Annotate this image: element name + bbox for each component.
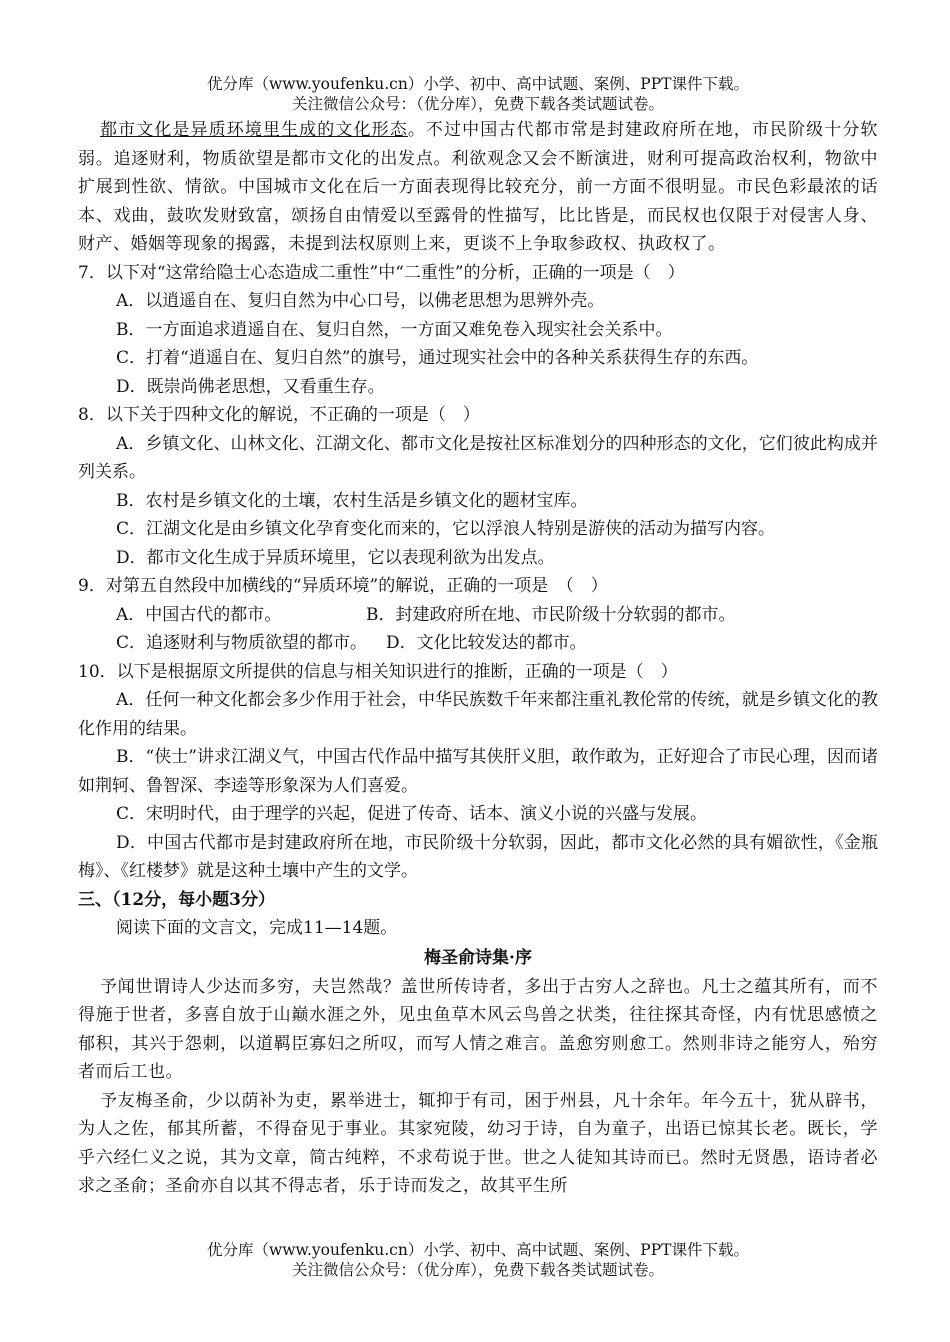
header-line-2: 关注微信公众号：（优分库），免费下载各类试题试卷。	[291, 95, 664, 113]
page-footer	[78, 1240, 878, 1280]
question-10-option-b: B．“侠士”讲求江湖义气，中国古代作品中描写其侠肝义胆，敢作敢为，正好迎合了市民心理，因而诸如荆轲、鲁智深、李逵等形象深为人们喜爱。	[78, 747, 878, 796]
passage-paragraph	[78, 116, 878, 259]
question-10-option-a: A．任何一种文化都会多少作用于社会，中华民族数千年来都注重礼教伦常的传统，就是乡镇文化的教化作用的结果。	[78, 690, 878, 739]
question-10-option-c: C．宋明时代，由于理学的兴起，促进了传奇、话本、演义小说的兴盛与发展。	[116, 804, 708, 824]
question-9-option-c: C．追逐财利与物质欲望的都市。	[116, 633, 368, 653]
document-page	[78, 74, 878, 1201]
passage-rest: 。不过中国古代都市常是封建政府所在地，市民阶级十分软弱。追逐财利，物质欲望是都市文化的出发点。利欲观念又会不断演进，财利可提高政治权利，物欲中扩展到性欲、情欲。中国城市文化在后一方面表现得比较充分，前一方面不很明显。市民色彩最浓的话本、戏曲，鼓吹发财致富，颂扬自由情爱以至露骨的性描写，比比皆是，而民权也仅限于对侵害人身、财产、婚姻等现象的揭露，未提到法权原则上来，更谈不上争取参政权、执政权了。	[78, 120, 879, 254]
question-9-option-b: B．封建政府所在地、市民阶级十分软弱的都市。	[366, 604, 736, 625]
section-3-instruction: 阅读下面的文言文，完成11—14题。	[116, 918, 398, 938]
page-header	[78, 74, 878, 114]
underlined-phrase: 都市文化是异质环境里生成的文化形态	[100, 120, 408, 140]
question-8-option-a: A．乡镇文化、山林文化、江湖文化、都市文化是按社区标准划分的四种形态的文化，它们彼此构成并列关系。	[78, 433, 878, 482]
classical-text-paragraph-1: 予闻世谓诗人少达而多穷，夫岂然哉？盖世所传诗者，多出于古穷人之辞也。凡士之蕴其所有，而不得施于世者，多喜自放于山巅水涯之外，见虫鱼草木风云鸟兽之状类，往往探其奇怪，内有忧思感愤之郁积，其兴于怨刺，以道羁臣寡妇之所叹，而写人情之难言。盖愈穷则愈工。然则非诗之能穷人，殆穷者而后工也。	[78, 976, 878, 1082]
classical-text-paragraph-2: 予友梅圣俞，少以荫补为吏，累举进士，辄抑于有司，困于州县，凡十余年。年今五十，犹从辟书，为人之佐，郁其所蓄，不得奋见于事业。其家宛陵，幼习于诗，自为童子，出语已惊其长老。既长，学乎六经仁义之说，其为文章，简古纯粹，不求苟说于世。世之人徒知其诗而已。然时无贤愚，语诗者必求之圣俞；圣俞亦自以其不得志者，乐于诗而发之，故其平生所	[78, 1090, 878, 1196]
question-7-option-d: D．既崇尚佛老思想，又看重生存。	[116, 376, 385, 397]
section-3-heading: 三、（12分，每小题3分）	[78, 889, 275, 910]
question-7-option-c: C．打着“逍遥自在、复归自然”的旗号，通过现实社会中的各种关系获得生存的东西。	[116, 348, 759, 368]
question-8-option-c: C．江湖文化是由乡镇文化孕育变化而来的，它以浮浪人特别是游侠的活动为描写内容。	[116, 519, 776, 539]
question-8-option-b: B．农村是乡镇文化的土壤，农村生活是乡镇文化的题材宝库。	[116, 490, 588, 511]
footer-line-2: 关注微信公众号：（优分库），免费下载各类试题试卷。	[291, 1261, 664, 1279]
question-9-option-a: A．中国古代的都市。	[116, 604, 282, 625]
question-10-stem: 10．以下是根据原文所提供的信息与相关知识进行的推断，正确的一项是（ ）	[78, 661, 678, 682]
question-9-options-row-2	[78, 629, 878, 658]
footer-line-1: 优分库（www.youfenku.cn）小学、初中、高中试题、案例、PPT课件下载。	[206, 1241, 750, 1259]
question-7-option-a: A．以逍遥自在、复归自然为中心口号，以佛老思想为思辨外壳。	[116, 291, 605, 311]
question-7-stem: 7．以下对“这常给隐士心态造成二重性”中“二重性”的分析，正确的一项是（ ）	[78, 262, 685, 283]
header-line-1: 优分库（www.youfenku.cn）小学、初中、高中试题、案例、PPT课件下载。	[206, 75, 750, 93]
question-10-option-d: D．中国古代都市是封建政府所在地，市民阶级十分软弱，因此，都市文化必然的具有媚欲性，《金瓶梅》、《红楼梦》就是这种土壤中产生的文学。	[78, 832, 878, 881]
question-9-options-row-1	[78, 601, 878, 630]
question-9-option-d: D．文化比较发达的都市。	[386, 633, 587, 653]
question-9-stem: 9．对第五自然段中加横线的“异质环境”的解说，正确的一项是 （ ）	[78, 576, 608, 596]
classical-text-title: 梅圣俞诗集·序	[424, 947, 532, 968]
question-8-option-d: D．都市文化生成于异质环境里，它以表现利欲为出发点。	[116, 547, 555, 568]
question-8-stem: 8．以下关于四种文化的解说，不正确的一项是（ ）	[78, 405, 480, 425]
question-7-option-b: B．一方面追求逍遥自在、复归自然，一方面又难免卷入现实社会关系中。	[116, 319, 673, 340]
